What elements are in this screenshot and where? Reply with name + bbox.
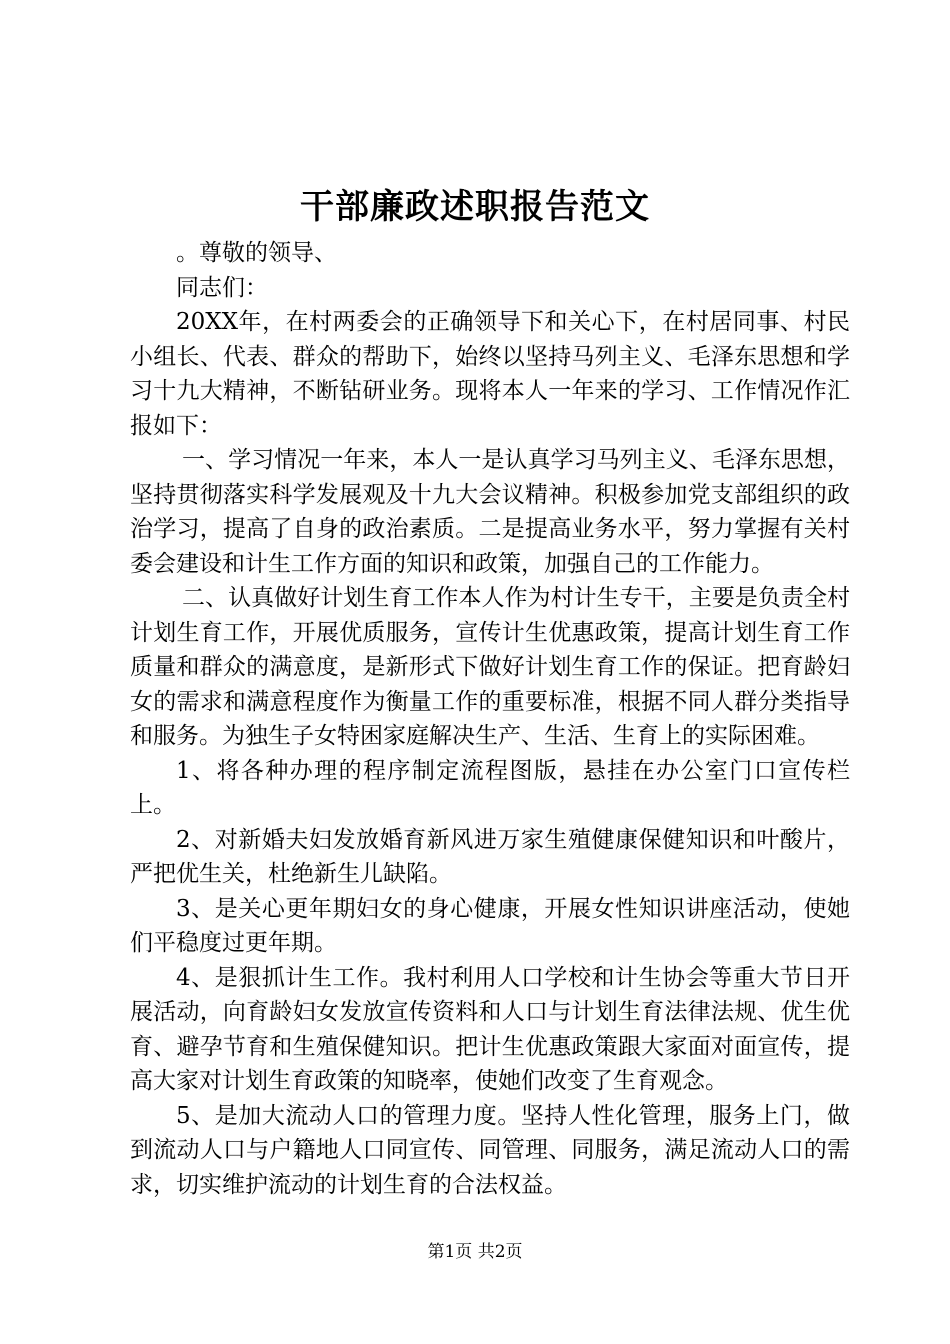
paragraph: 5、是加大流动人口的管理力度。坚持人性化管理，服务上门，做到流动人口与户籍地人口同宣传、同管理、同服务，满足流动人口的需求，切实维护流动的计划生育的合法权益。 bbox=[130, 1102, 850, 1198]
paragraph: 2、对新婚夫妇发放婚育新风进万家生殖健康保健知识和叶酸片，严把优生关，杜绝新生儿缺陷。 bbox=[130, 826, 850, 887]
paragraph: 20XX年，在村两委会的正确领导下和关心下，在村居同事、村民小组长、代表、群众的帮助下，始终以坚持马列主义、毛泽东思想和学习十九大精神，不断钻研业务。现将本人一年来的学习、工作情况作汇报如下： bbox=[130, 309, 850, 439]
document-title: 干部廉政述职报告范文 bbox=[300, 187, 650, 227]
paragraph: 3、是关心更年期妇女的身心健康，开展女性知识讲座活动，使她们平稳度过更年期。 bbox=[130, 895, 850, 956]
page-number-footer: 第1页 共2页 bbox=[427, 1242, 523, 1262]
paragraph: 4、是狠抓计生工作。我村利用人口学校和计生协会等重大节日开展活动，向育龄妇女发放宣传资料和人口与计划生育法律法规、优生优育、避孕节育和生殖保健知识。把计生优惠政策跟大家面对面宣传，提高大家对计划生育政策的知晓率，使她们改变了生育观念。 bbox=[130, 964, 850, 1094]
paragraph: 一、学习情况一年来，本人一是认真学习马列主义、毛泽东思想，坚持贯彻落实科学发展观及十九大会议精神。积极参加党支部组织的政治学习，提高了自身的政治素质。二是提高业务水平，努力掌握有关村委会建设和计生工作方面的知识和政策，加强自己的工作能力。 bbox=[130, 447, 850, 577]
salutation-line: 同志们： bbox=[176, 274, 268, 301]
document-body bbox=[130, 236, 850, 1202]
salutation-line: 。尊敬的领导、 bbox=[176, 240, 337, 266]
paragraph: 二、认真做好计划生育工作本人作为村计生专干，主要是负责全村计划生育工作，开展优质服务，宣传计生优惠政策，提高计划生育工作质量和群众的满意度，是新形式下做好计划生育工作的保证。把育龄妇女的需求和满意程度作为衡量工作的重要标准，根据不同人群分类指导和服务。为独生子女特困家庭解决生产、生活、生育上的实际困难。 bbox=[130, 585, 850, 749]
paragraph: 1、将各种办理的程序制定流程图版，悬挂在办公室门口宣传栏上。 bbox=[130, 757, 850, 818]
